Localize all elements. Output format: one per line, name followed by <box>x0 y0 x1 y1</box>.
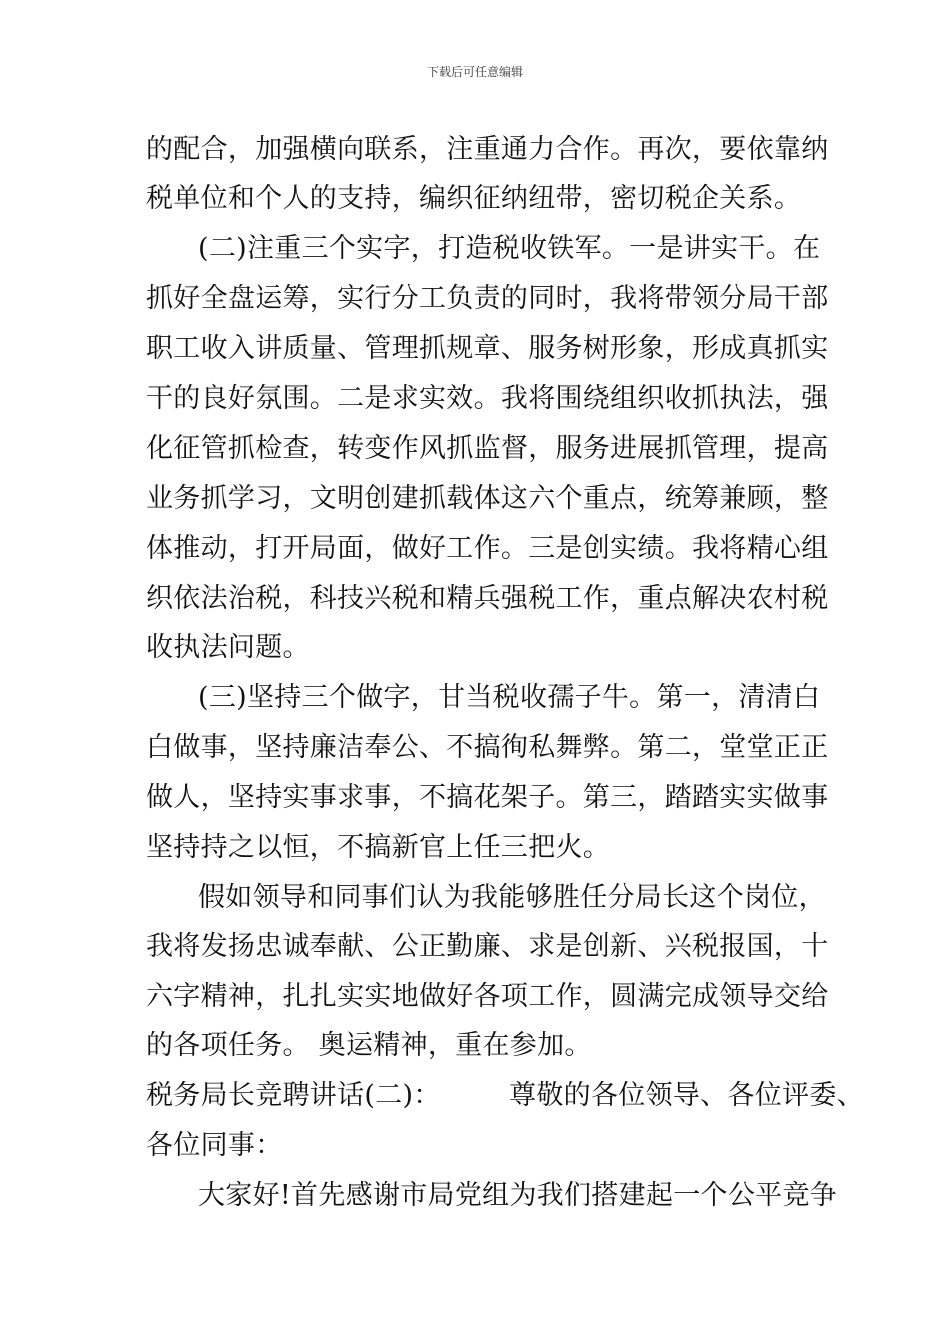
text-line: 税单位和个人的支持，编织征纳纽带，密切税企关系。 <box>146 183 802 214</box>
section-heading-line: 税务局长竞聘讲话(二)： 尊敬的各位领导、各位评委、 <box>146 1080 864 1111</box>
text-line: 收执法问题。 <box>146 632 310 663</box>
text-line: (二)注重三个实字，打造税收铁军。一是讲实干。在 <box>198 233 821 264</box>
text-line: 职工收入讲质量、管理抓规章、服务树形象，形成真抓实 <box>146 333 829 364</box>
text-line: 坚持持之以恒，不搞新官上任三把火。 <box>146 832 611 863</box>
text-line: 化征管抓检查，转变作风抓监督，服务进展抓管理，提高 <box>146 433 829 464</box>
text-line: 假如领导和同事们认为我能够胜任分局长这个岗位， <box>198 882 826 913</box>
text-line: 六字精神，扎扎实实地做好各项工作，圆满完成领导交给 <box>146 981 829 1012</box>
text-line: 体推动，打开局面，做好工作。三是创实绩。我将精心组 <box>146 533 829 564</box>
text-line: 业务抓学习，文明创建抓载体这六个重点，统筹兼顾，整 <box>146 483 829 514</box>
page-header-caption: 下载后可任意编辑 <box>426 65 523 79</box>
text-line: 的配合，加强横向联系，注重通力合作。再次，要依靠纳 <box>146 134 829 165</box>
text-line: 抓好全盘运筹，实行分工负责的同时，我将带领分局干部 <box>146 283 829 314</box>
text-line: 大家好!首先感谢市局党组为我们搭建起一个公平竞争 <box>198 1180 838 1211</box>
text-line: 做人，坚持实事求事，不搞花架子。第三，踏踏实实做事 <box>146 782 829 813</box>
text-line: 我将发扬忠诚奉献、公正勤廉、求是创新、兴税报国，十 <box>146 931 829 962</box>
text-line: 各位同事： <box>146 1130 283 1161</box>
text-line: 白做事，坚持廉洁奉公、不搞徇私舞弊。第二，堂堂正正 <box>146 732 829 763</box>
text-line: 织依法治税，科技兴税和精兵强税工作，重点解决农村税 <box>146 583 829 614</box>
text-line: (三)坚持三个做字，甘当税收孺子牛。第一，清清白 <box>198 682 821 713</box>
text-line: 的各项任务。 奥运精神，重在参加。 <box>146 1030 592 1061</box>
text-line: 干的良好氛围。二是求实效。我将围绕组织收抓执法，强 <box>146 383 829 414</box>
